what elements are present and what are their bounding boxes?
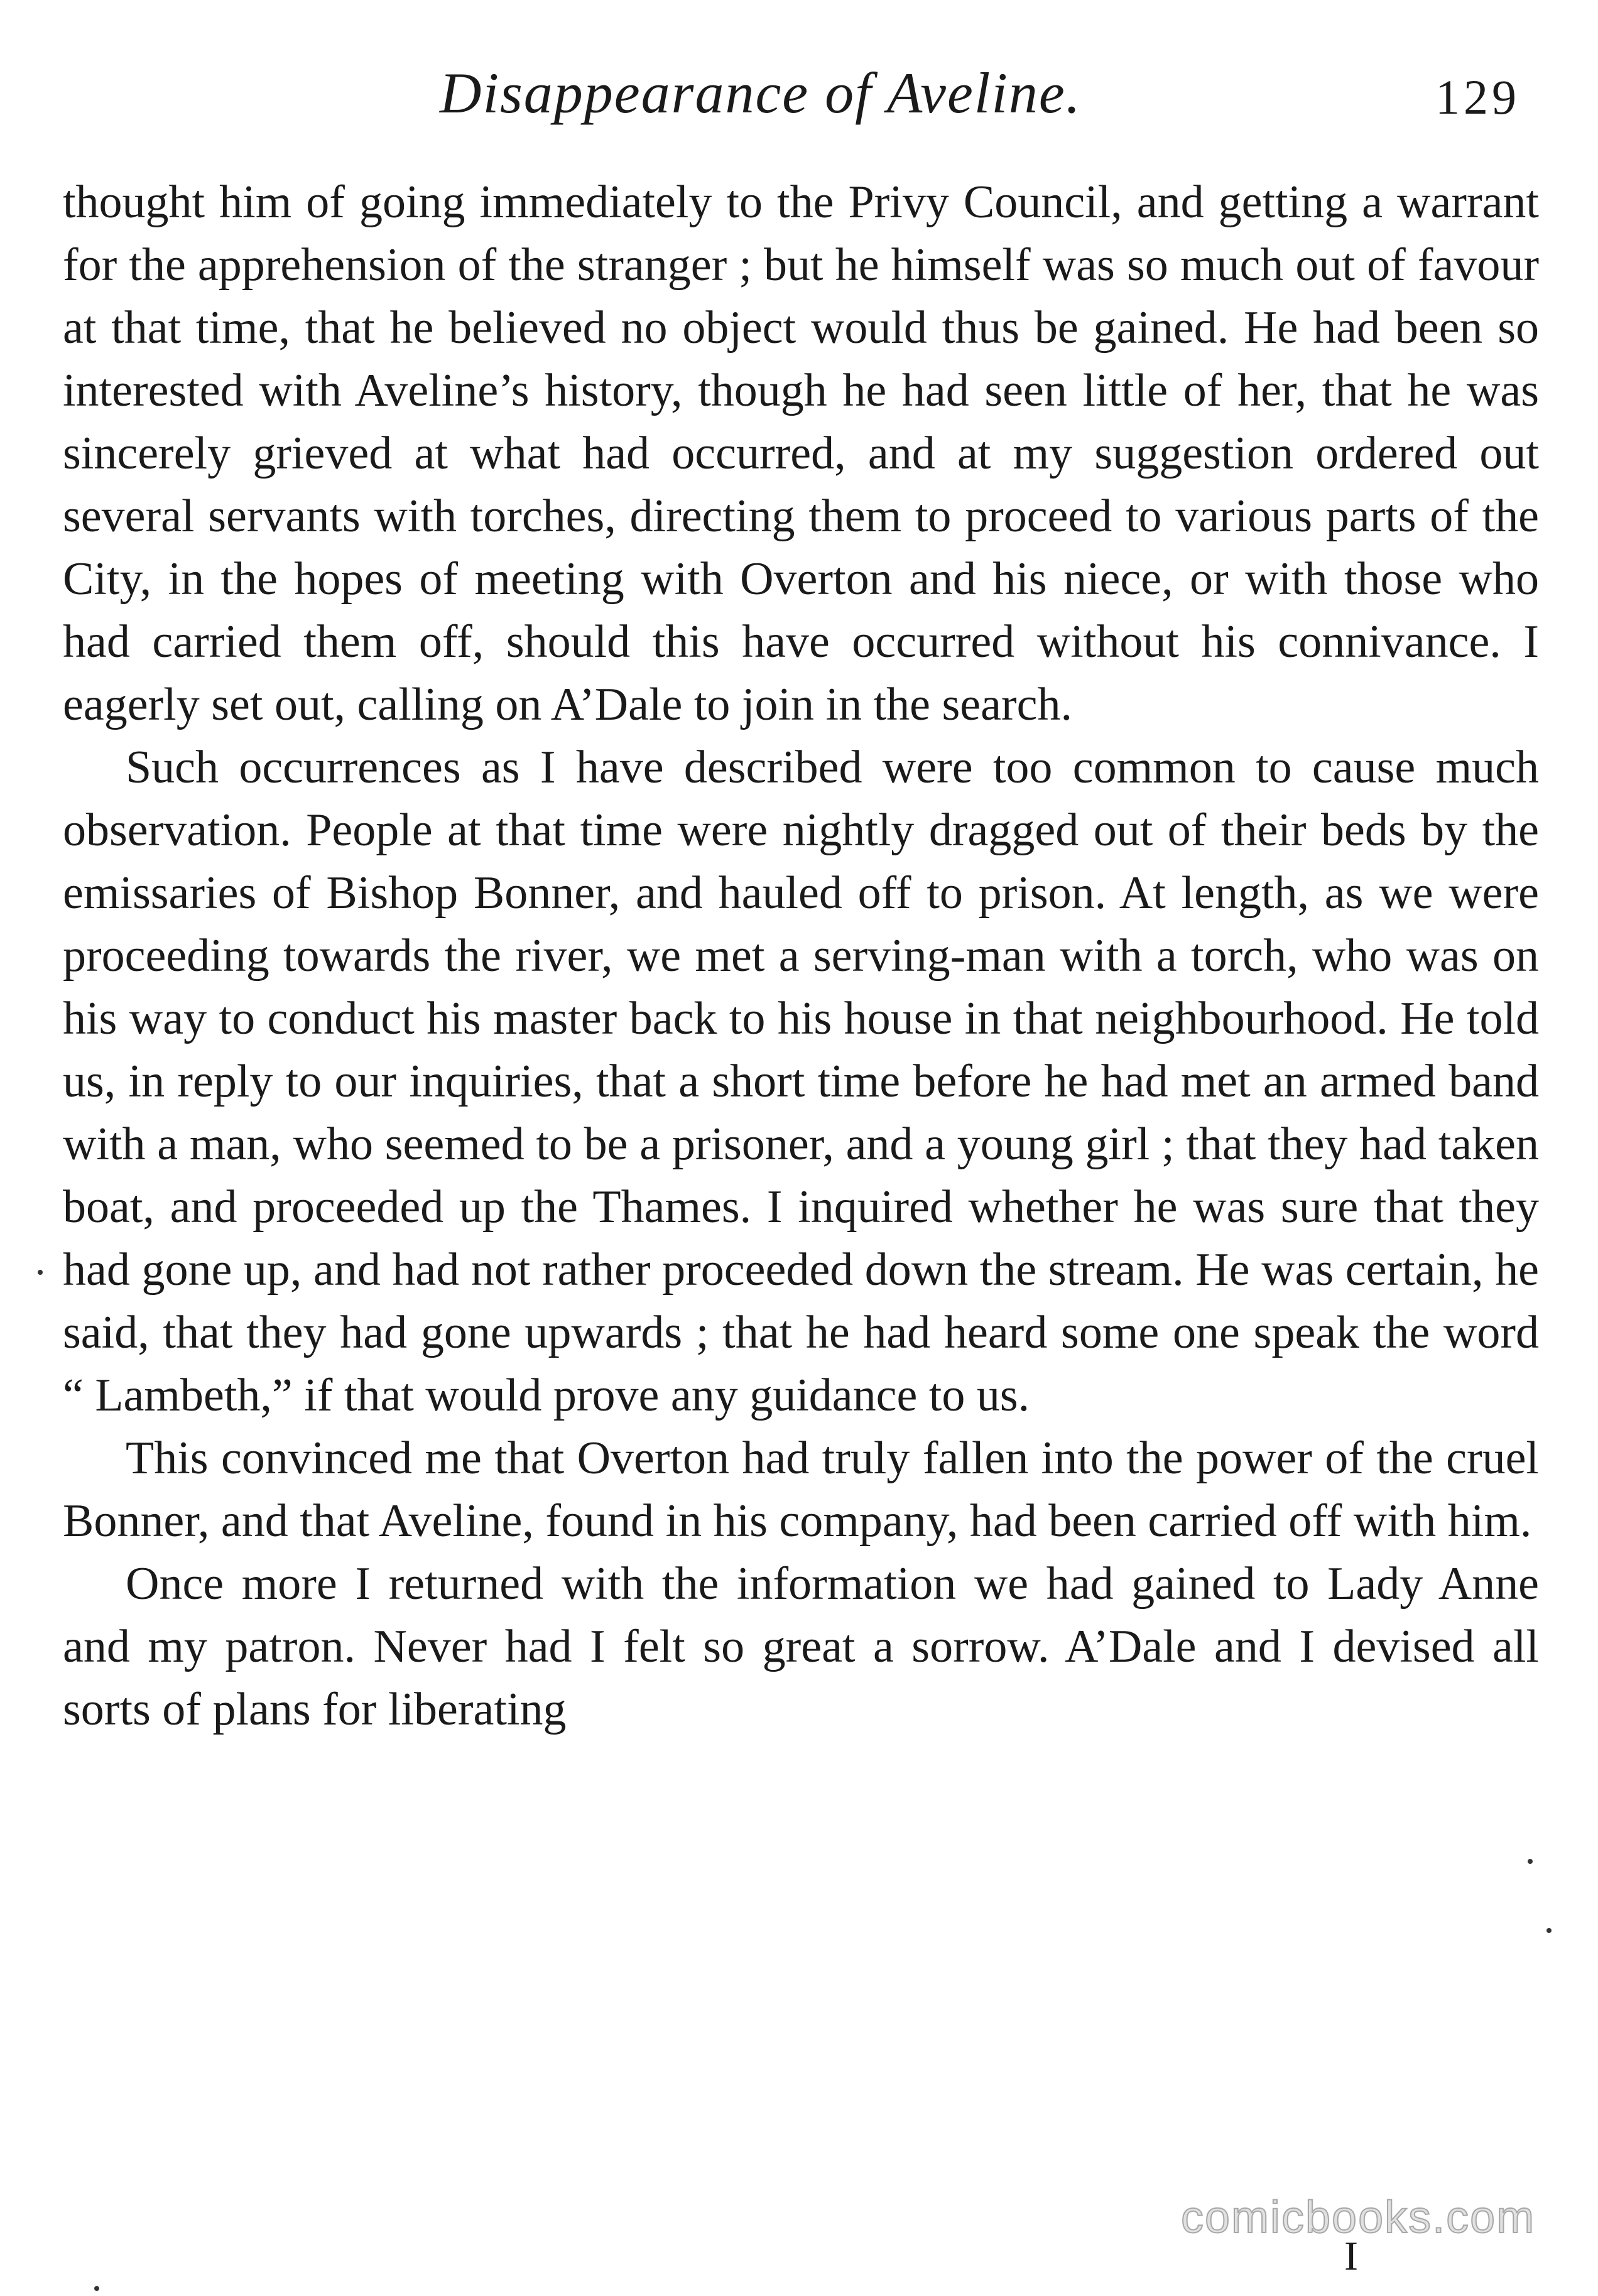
page-number: 129 [1435,70,1520,124]
print-speck [1528,1859,1533,1864]
signature-mark: I [1344,2233,1358,2279]
running-head: Disappearance of Aveline. [440,61,1082,125]
paragraph-occurrences: Such occurrences as I have described were too common to cause much observation. People at that time were nightly dragged out of their beds by the emissaries of Bishop Bonner, and hauled off to prison. At length, as we were proceeding towards the river, we met a serving-man with a torch, who was on his way to conduct his master back to his house in that neighbourhood. He told us, in reply to our inquiries, that a short time before he had met an armed band with a man, who seemed to be a prisoner, and a young girl ; that they had taken boat, and proceeded up the Thames. I inquired whether he was sure that they had gone up, and had not rather proceeded down the stream. He was certain, he said, that they had gone upwards ; that he had heard some one speak the word “ Lambeth,” if that would prove any guidance to us. [63,742,1539,1421]
paragraph-returned: Once more I returned with the information we had gained to Lady Anne and my patron. Never had I felt so great a sorrow. A’Dale and I devised all sorts of plans for liberating [63,1558,1539,1735]
watermark: comicbooks.com [1181,2192,1536,2243]
print-speck [1546,1928,1552,1933]
print-speck [38,1270,43,1275]
paragraph-conviction: This convinced me that Overton had truly fallen into the power of the cruel Bonner, and that Aveline, found in his company, had been carried off with him. [63,1432,1539,1547]
paragraph-continued: thought him of going immediately to the Privy Council, and getting a warrant for the apprehension of the stranger ; but he himself was so much out of favour at that time, that he believed no object would thus be gained. He had been so interested with Aveline’s history, though he had seen little of her, that he was sincerely grieved at what had occurred, and at my suggestion ordered out several servants with torches, directing them to proceed to various parts of the City, in the hopes of meeting with Overton and his niece, or with those who had carried them off, should this have occurred without his connivance. I eagerly set out, calling on A’Dale to join in the search. [63,176,1539,730]
body-text [63,171,1539,1741]
print-speck [94,2286,99,2291]
